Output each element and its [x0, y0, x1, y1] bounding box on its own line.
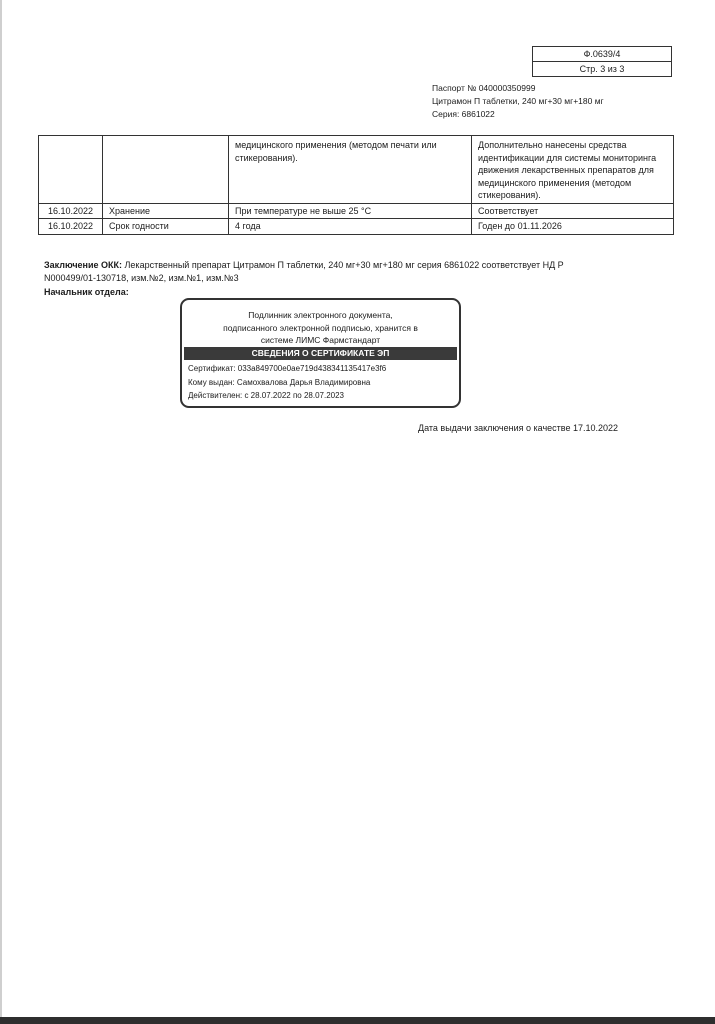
issue-date: Дата выдачи заключения о качестве 17.10.2022 — [418, 423, 618, 433]
table-row — [39, 203, 674, 219]
results-table — [38, 135, 674, 235]
row-date — [39, 136, 103, 204]
certificate-owner: Кому выдан: Самохвалова Дарья Владимировна — [188, 377, 371, 387]
scan-edge-bottom — [0, 1017, 715, 1024]
passport-product: Цитрамон П таблетки, 240 мг+30 мг+180 мг — [432, 96, 604, 106]
certificate-validity: Действителен: с 28.07.2022 по 28.07.2023 — [188, 391, 344, 400]
electronic-signature-stamp — [180, 298, 461, 408]
stamp-header: СВЕДЕНИЯ О СЕРТИФИКАТЕ ЭП — [184, 347, 457, 360]
stamp-notice — [182, 300, 459, 347]
stamp-line: системе ЛИМС Фармстандарт — [260, 335, 381, 345]
row-date: 16.10.2022 — [39, 219, 103, 235]
page-number: Стр. 3 из 3 — [533, 61, 671, 76]
row-indicator: Срок годности — [103, 219, 229, 235]
certificate-info — [182, 360, 459, 405]
row-indicator: Хранение — [103, 203, 229, 219]
table-row — [39, 219, 674, 235]
form-code: Ф.0639/4 — [583, 49, 621, 59]
stamp-line: Подлинник электронного документа, — [248, 310, 393, 320]
row-date: 16.10.2022 — [39, 203, 103, 219]
passport-series: Серия: 6861022 — [432, 109, 495, 119]
conclusion-label: Заключение ОКК: — [44, 260, 123, 270]
row-result: Дополнительно нанесены средства идентификации для системы мониторинга движения лекарственных препаратов для медицинского применения (методом стикерования). — [472, 136, 674, 204]
row-result: Годен до 01.11.2026 — [472, 219, 674, 235]
table-row — [39, 136, 674, 204]
head-of-department-label: Начальник отдела: — [44, 287, 129, 297]
certificate-number: Сертификат: 033a849700e0ae719d438341135417e3f6 — [188, 364, 387, 373]
passport-block — [432, 82, 604, 121]
conclusion-text: Лекарственный препарат Цитрамон П таблетки, 240 мг+30 мг+180 мг серия 6861022 соответствует НД Р N000499/01-130718, изм.№2, изм.№1, изм.№3 — [44, 260, 564, 283]
row-norm: медицинского применения (методом печати или стикерования). — [229, 136, 472, 204]
row-norm: 4 года — [229, 219, 472, 235]
row-indicator — [103, 136, 229, 204]
form-code-box — [532, 46, 672, 77]
conclusion — [44, 259, 564, 285]
row-norm: При температуре не выше 25 °C — [229, 203, 472, 219]
stamp-line: подписанного электронной подписью, хранится в — [223, 322, 418, 333]
scan-edge-left — [0, 0, 2, 1024]
passport-number: Паспорт № 040000350999 — [432, 83, 536, 93]
row-result: Соответствует — [472, 203, 674, 219]
